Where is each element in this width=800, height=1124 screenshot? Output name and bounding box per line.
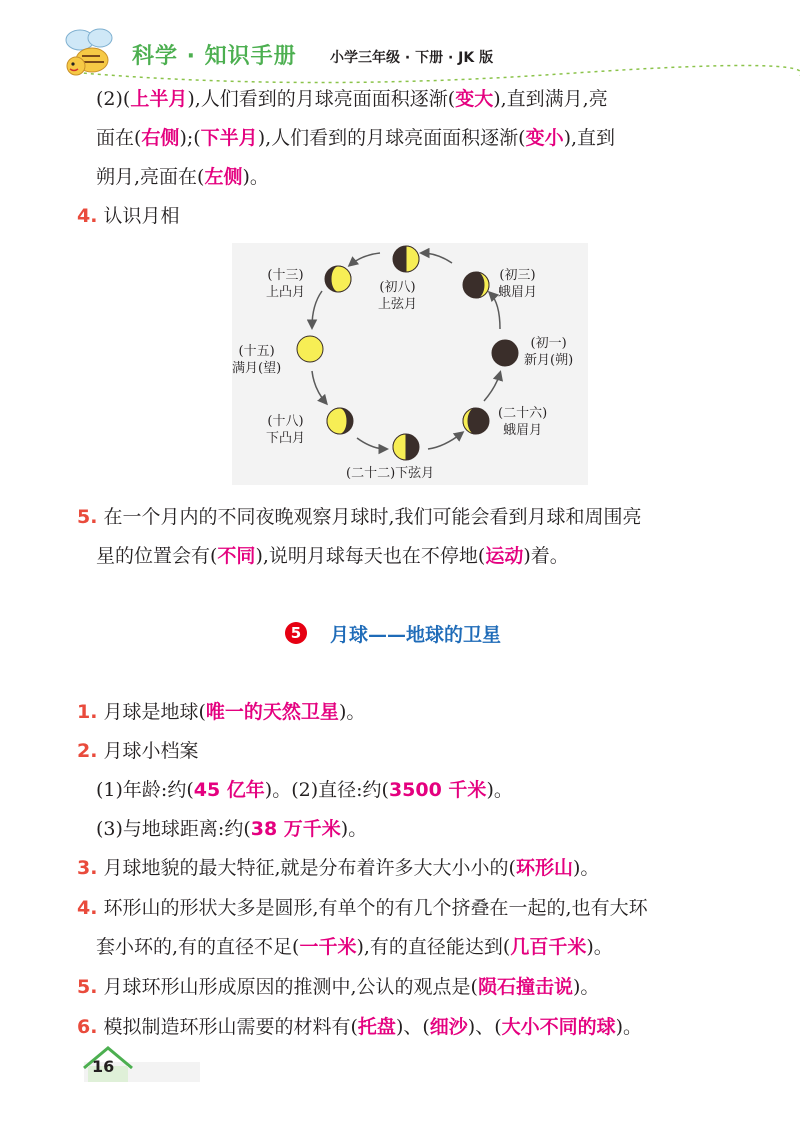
header-decoration xyxy=(0,0,800,92)
answer: 3500 千米 xyxy=(388,779,487,801)
moon-last-quarter xyxy=(393,434,419,460)
question-5-line-1: 5. 在一个月内的不同夜晚观察月球时,我们可能会看到月球和周围亮 xyxy=(77,506,642,528)
answer: 变大 xyxy=(455,88,494,110)
answer: 38 万千米 xyxy=(250,818,341,840)
answer: 不同 xyxy=(217,545,256,567)
moon-waxing-gibbous xyxy=(325,266,351,292)
label-waning-gibbous: (十八) 下凸月 xyxy=(266,414,306,446)
question-number: 4. xyxy=(77,897,98,919)
question-4: 4. 认识月相 xyxy=(77,205,180,227)
item-2: 2. 月球小档案 xyxy=(77,740,199,762)
question-number: 4. xyxy=(77,205,98,227)
arrow xyxy=(357,438,386,449)
answer: 下半月 xyxy=(200,127,258,149)
answer: 细沙 xyxy=(429,1016,468,1038)
label-waxing-gibbous: (十三) 上凸月 xyxy=(266,268,306,300)
item-4-line-2: 套小环的,有的直径不足(一千米),有的直径能达到(几百千米)。 xyxy=(96,936,613,958)
moon-waning-gibbous xyxy=(327,408,353,434)
text-line-1: (2)(上半月),人们看到的月球亮面面积逐渐(变大),直到满月,亮 xyxy=(96,88,608,110)
page-number: 16 xyxy=(92,1057,115,1076)
label-waxing-crescent: (初三) 蛾眉月 xyxy=(498,268,538,300)
label-waning-crescent: (二十六) 蛾眉月 xyxy=(498,406,548,438)
answer: 一千米 xyxy=(299,936,357,958)
label-first-quarter: (初八) 上弦月 xyxy=(378,280,418,312)
moon-waning-crescent xyxy=(463,408,489,434)
item-1: 1. 月球是地球(唯一的天然卫星)。 xyxy=(77,701,366,723)
arrow xyxy=(428,433,462,449)
arrow xyxy=(422,253,452,263)
arrow xyxy=(350,253,380,265)
section-title: 月球——地球的卫星 xyxy=(330,624,502,646)
label-last-quarter: (二十二)下弦月 xyxy=(346,466,435,481)
question-number: 5. xyxy=(77,506,98,528)
question-number: 1. xyxy=(77,701,98,723)
text-line-3: 朔月,亮面在(左侧)。 xyxy=(96,166,269,188)
answer: 右侧 xyxy=(141,127,180,149)
item-5: 5. 月球环形山形成原因的推测中,公认的观点是(陨石撞击说)。 xyxy=(77,976,600,998)
answer: 托盘 xyxy=(357,1016,396,1038)
answer: 几百千米 xyxy=(510,936,587,958)
answer: 45 亿年 xyxy=(193,779,265,801)
item-3: 3. 月球地貌的最大特征,就是分布着许多大大小小的(环形山)。 xyxy=(77,857,600,879)
bee-mascot-icon xyxy=(66,29,112,75)
item-2-line-1: (1)年龄:约(45 亿年)。(2)直径:约(3500 千米)。 xyxy=(96,779,513,801)
answer: 陨石撞击说 xyxy=(477,976,573,998)
answer: 环形山 xyxy=(515,857,573,879)
moon-first-quarter xyxy=(393,246,419,272)
book-title: 科学 · 知识手册 xyxy=(132,44,297,69)
item-4-line-1: 4. 环形山的形状大多是圆形,有单个的有几个挤叠在一起的,也有大环 xyxy=(77,897,648,919)
answer: 运动 xyxy=(485,545,524,567)
question-number: 6. xyxy=(77,1016,98,1038)
question-number: 2. xyxy=(77,740,98,762)
arrow xyxy=(484,373,500,401)
page-header xyxy=(0,0,800,92)
arrow xyxy=(312,291,322,327)
book-subtitle: 小学三年级 · 下册 · JK 版 xyxy=(330,50,494,66)
question-5-line-2: 星的位置会有(不同),说明月球每天也在不停地(运动)着。 xyxy=(96,545,569,567)
moon-waxing-crescent xyxy=(463,272,489,298)
moon-phase-diagram xyxy=(232,243,588,485)
moon-new-moon xyxy=(492,340,518,366)
answer: 变小 xyxy=(525,127,564,149)
answer: 左侧 xyxy=(204,166,243,188)
item-6: 6. 模拟制造环形山需要的材料有(托盘)、(细沙)、(大小不同的球)。 xyxy=(77,1016,643,1038)
answer: 上半月 xyxy=(130,88,188,110)
arrow xyxy=(312,371,326,403)
answer: 大小不同的球 xyxy=(501,1016,616,1038)
answer: 唯一的天然卫星 xyxy=(205,701,339,723)
label-new-moon: (初一) 新月(朔) xyxy=(524,336,574,368)
question-number: 5. xyxy=(77,976,98,998)
item-2-line-2: (3)与地球距离:约(38 万千米)。 xyxy=(96,818,368,840)
question-number: 3. xyxy=(77,857,98,879)
section-number-badge: 5 xyxy=(285,622,307,644)
text-line-2: 面在(右侧);(下半月),人们看到的月球亮面面积逐渐(变小),直到 xyxy=(96,127,616,149)
moon-full-moon xyxy=(297,336,323,362)
label-full-moon: (十五) 满月(望) xyxy=(232,344,282,376)
